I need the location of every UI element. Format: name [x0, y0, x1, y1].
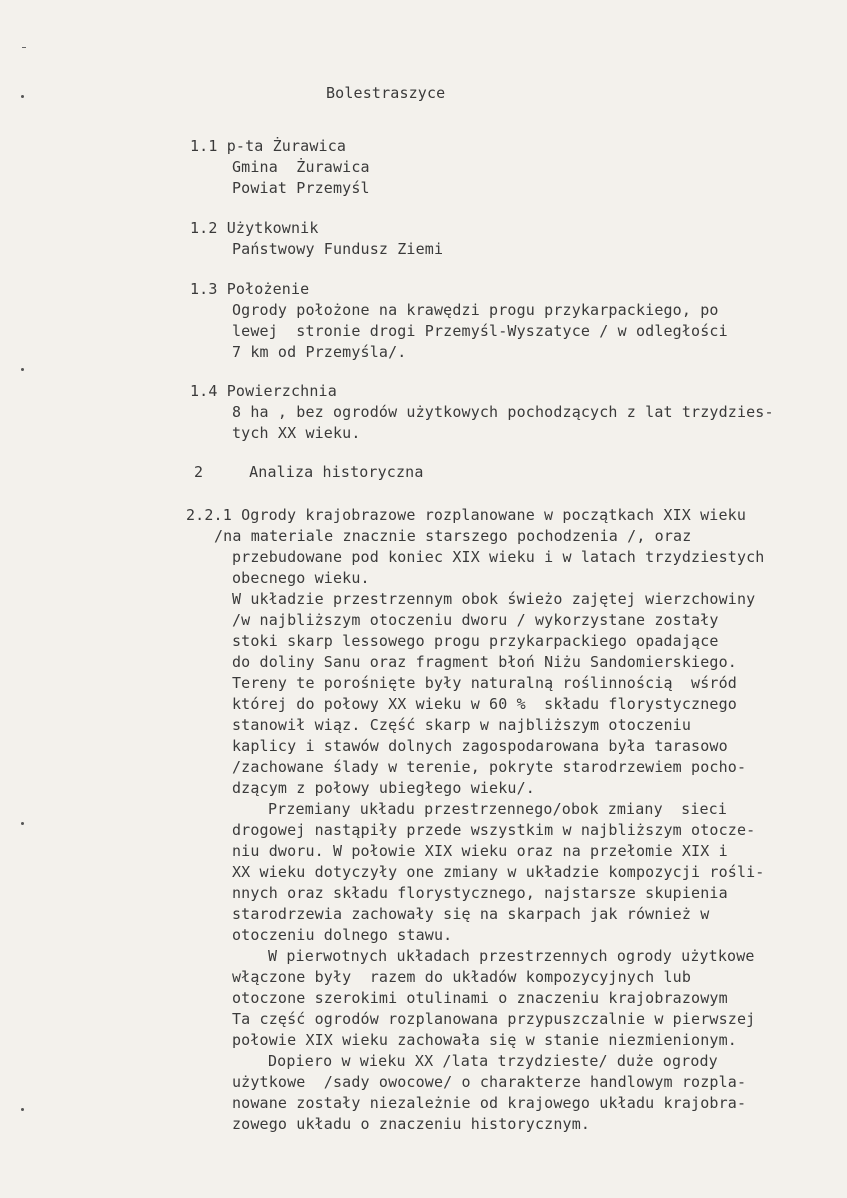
- paragraph-line: Tereny te porośnięte były naturalną roślinnością wśród: [232, 674, 737, 692]
- section-1-4-line: 8 ha , bez ogrodów użytkowych pochodzących z lat trzydzies-: [232, 403, 774, 421]
- paragraph-line: /zachowane ślady w terenie, pokryte starodrzewiem pocho-: [232, 758, 747, 776]
- paragraph-line: obecnego wieku.: [232, 569, 370, 587]
- paragraph-line: /w najbliższym otoczeniu dworu / wykorzystane zostały: [232, 611, 719, 629]
- section-1-3-line: lewej stronie drogi Przemyśl-Wyszatyce / w odległości: [232, 322, 728, 340]
- paragraph-line: do doliny Sanu oraz fragment błoń Niżu Sandomierskiego.: [232, 653, 737, 671]
- paragraph-line: XX wieku dotyczyły one zmiany w układzie kompozycji rośli-: [232, 863, 765, 881]
- section-1-1-line: Gmina Żurawica: [232, 158, 370, 176]
- punch-hole: [21, 1108, 24, 1111]
- paragraph-line: Dopiero w wieku XX /lata trzydzieste/ duże ogrody: [268, 1052, 718, 1070]
- paragraph-line: drogowej nastąpiły przede wszystkim w najbliższym otocze-: [232, 821, 756, 839]
- paragraph-line: starodrzewia zachowały się na skarpach jak również w: [232, 905, 710, 923]
- section-1-2-heading: 1.2 Użytkownik: [190, 219, 319, 237]
- section-2-2-1-heading: 2.2.1 Ogrody krajobrazowe rozplanowane w początkach XIX wieku: [186, 506, 747, 524]
- section-1-1-heading: 1.1 p-ta Żurawica: [190, 137, 347, 155]
- paragraph-line: W pierwotnych układach przestrzennych ogrody użytkowe: [268, 947, 755, 965]
- paragraph-line: nnych oraz składu florystycznego, najstarsze skupienia: [232, 884, 728, 902]
- section-1-4-line: tych XX wieku.: [232, 424, 361, 442]
- margin-mark: [22, 47, 26, 48]
- paragraph-line: przebudowane pod koniec XIX wieku i w latach trzydziestych: [232, 548, 765, 566]
- paragraph-line: niu dworu. W połowie XIX wieku oraz na przełomie XIX i: [232, 842, 728, 860]
- paragraph-line: stanowił wiąz. Część skarp w najbliższym otoczeniu: [232, 716, 692, 734]
- section-1-3-line: Ogrody położone na krawędzi progu przykarpackiego, po: [232, 301, 719, 319]
- section-1-1-line: Powiat Przemyśl: [232, 179, 370, 197]
- paragraph-line: otoczone szerokimi otulinami o znaczeniu krajobrazowym: [232, 989, 728, 1007]
- section-1-2-line: Państwowy Fundusz Ziemi: [232, 240, 444, 258]
- paragraph-line: dzącym z połowy ubiegłego wieku/.: [232, 779, 535, 797]
- section-1-3-heading: 1.3 Położenie: [190, 280, 310, 298]
- paragraph-line: kaplicy i stawów dolnych zagospodarowana była tarasowo: [232, 737, 728, 755]
- paragraph-line: Przemiany układu przestrzennego/obok zmiany sieci: [268, 800, 728, 818]
- punch-hole: [21, 95, 24, 98]
- document-title: Bolestraszyce: [326, 84, 446, 102]
- paragraph-line: Ta część ogrodów rozplanowana przypuszczalnie w pierwszej: [232, 1010, 756, 1028]
- section-1-3-line: 7 km od Przemyśla/.: [232, 343, 407, 361]
- paragraph-line: otoczeniu dolnego stawu.: [232, 926, 453, 944]
- section-2-heading: 2 Analiza historyczna: [194, 463, 424, 481]
- section-1-4-heading: 1.4 Powierzchnia: [190, 382, 337, 400]
- paragraph-line: połowie XIX wieku zachowała się w stanie niezmienionym.: [232, 1031, 737, 1049]
- paragraph-line: włączone były razem do układów kompozycyjnych lub: [232, 968, 692, 986]
- paragraph-line: stoki skarp lessowego progu przykarpackiego opadające: [232, 632, 719, 650]
- paragraph-line: /na materiale znacznie starszego pochodzenia /, oraz: [214, 527, 692, 545]
- paragraph-line: W układzie przestrzennym obok świeżo zajętej wierzchowiny: [232, 590, 756, 608]
- punch-hole: [21, 822, 24, 825]
- punch-hole: [21, 368, 24, 371]
- paragraph-line: zowego układu o znaczeniu historycznym.: [232, 1115, 591, 1133]
- paragraph-line: nowane zostały niezależnie od krajowego układu krajobra-: [232, 1094, 747, 1112]
- paragraph-line: której do połowy XX wieku w 60 % składu florystycznego: [232, 695, 737, 713]
- paragraph-line: użytkowe /sady owocowe/ o charakterze handlowym rozpla-: [232, 1073, 747, 1091]
